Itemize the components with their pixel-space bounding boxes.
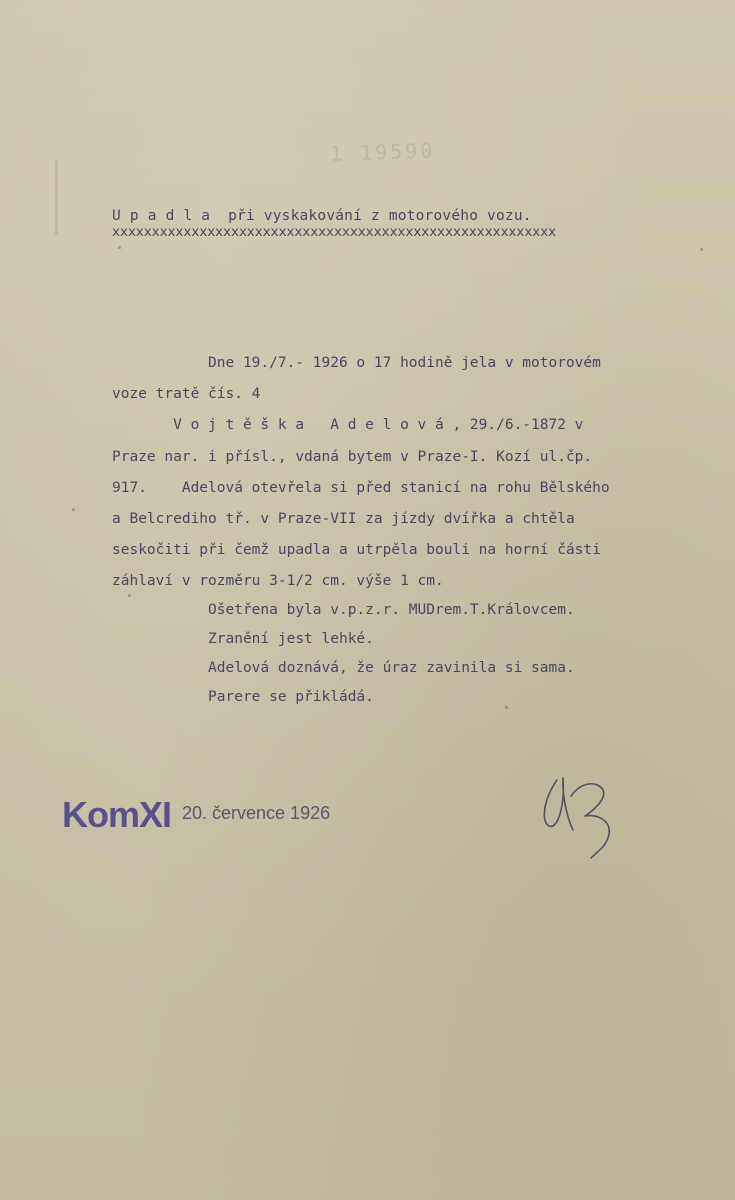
- body-line: voze tratě čís. 4: [112, 386, 261, 402]
- body-line: Adelová doznává, že úraz zavinila si sama.: [112, 660, 575, 676]
- body-line: seskočiti při čemž upadla a utrpěla bouli na horní části: [112, 542, 601, 558]
- heading-underline: xxxxxxxxxxxxxxxxxxxxxxxxxxxxxxxxxxxxxxxxxxxxxxxxxxxxxxxx: [112, 224, 556, 240]
- body-line: a Belcrediho tř. v Praze-VII za jízdy dvířka a chtěla: [112, 511, 575, 527]
- signature-mark: [535, 760, 635, 860]
- paper-speck: [700, 248, 703, 251]
- document-heading: U p a d l a při vyskakování z motorového vozu.: [112, 208, 532, 224]
- body-line: 917. Adelová otevřela si před stanicí na rohu Bělského: [112, 480, 610, 496]
- body-line: V o j t ě š k a A d e l o v á , 29./6.-1872 v: [112, 417, 584, 433]
- body-line: Ošetřena byla v.p.z.r. MUDrem.T.Královcem.: [112, 602, 575, 618]
- paper-speck: [505, 706, 508, 709]
- paper-speck: [118, 246, 121, 249]
- body-line: Parere se přikládá.: [112, 689, 374, 705]
- paper-speck: [72, 508, 75, 511]
- office-stamp: KomXI: [62, 794, 172, 835]
- paper-speck: [128, 594, 131, 597]
- body-line: Dne 19./7.- 1926 o 17 hodině jela v motorovém: [112, 355, 601, 371]
- body-line: Zranění jest lehké.: [112, 631, 374, 647]
- body-line: záhlaví v rozměru 3-1/2 cm. výše 1 cm.: [112, 573, 444, 589]
- body-line: Praze nar. i přísl., vdaná bytem v Praze-I. Kozí ul.čp.: [112, 449, 593, 465]
- stamp-date: 20. července 1926: [182, 803, 331, 823]
- bleed-through-stamp: 1 19590: [329, 138, 436, 166]
